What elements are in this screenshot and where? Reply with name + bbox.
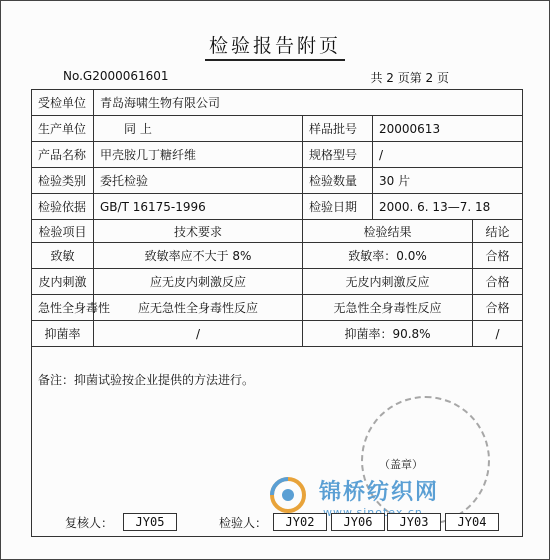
client-value: 青岛海啸生物有限公司 <box>94 90 523 116</box>
qty-label: 检验数量 <box>303 168 373 194</box>
reviewer-signature: JY05 <box>123 513 177 531</box>
result-row <box>32 295 523 321</box>
results-header-item: 检验项目 <box>32 220 94 243</box>
result-value: 无急性全身毒性反应 <box>303 295 473 321</box>
result-value: 抑菌率：90.8% <box>303 321 473 347</box>
result-conclusion: 合格 <box>473 243 523 269</box>
qty-value: 30 片 <box>373 168 523 194</box>
spec-value: / <box>373 142 523 168</box>
watermark-logo-icon <box>266 473 310 517</box>
date-value: 2000. 6. 13—7. 18 <box>373 194 523 220</box>
note-text: 备注：抑菌试验按企业提供的方法进行。 <box>38 373 255 387</box>
producer-label: 生产单位 <box>32 116 94 142</box>
reviewer-label: 复核人： <box>65 516 114 530</box>
results-header-row <box>32 220 523 243</box>
inspector-signature: JY06 <box>331 513 385 531</box>
basis-row <box>32 194 523 220</box>
results-header-conclusion: 结论 <box>473 220 523 243</box>
page-info: 共 2 页第 2 页 <box>370 71 449 85</box>
inspector-signature: JY04 <box>445 513 499 531</box>
date-label: 检验日期 <box>303 194 373 220</box>
result-row <box>32 243 523 269</box>
results-header-result: 检验结果 <box>303 220 473 243</box>
result-value: 致敏率：0.0% <box>303 243 473 269</box>
result-conclusion: 合格 <box>473 295 523 321</box>
result-requirement: 应无急性全身毒性反应 <box>94 295 303 321</box>
result-conclusion: 合格 <box>473 269 523 295</box>
type-row <box>32 168 523 194</box>
result-requirement: 应无皮内刺激反应 <box>94 269 303 295</box>
result-value: 无皮内刺激反应 <box>303 269 473 295</box>
result-row <box>32 321 523 347</box>
client-row <box>32 90 523 116</box>
result-requirement: 致敏率应不大于 8% <box>94 243 303 269</box>
result-conclusion: / <box>473 321 523 347</box>
result-item: 致敏 <box>32 243 94 269</box>
page-title <box>1 31 549 58</box>
product-value: 甲壳胺几丁糖纤维 <box>94 142 303 168</box>
spec-label: 规格型号 <box>303 142 373 168</box>
result-item: 急性全身毒性 <box>32 295 94 321</box>
report-number: No.G2000061601 <box>63 69 169 83</box>
type-value: 委托检验 <box>94 168 303 194</box>
batch-value: 20000613 <box>373 116 523 142</box>
results-header-requirement: 技术要求 <box>94 220 303 243</box>
result-item: 抑菌率 <box>32 321 94 347</box>
inspector-signature: JY03 <box>387 513 441 531</box>
producer-row <box>32 116 523 142</box>
inspector-label: 检验人： <box>219 516 268 530</box>
result-row <box>32 269 523 295</box>
inspector-signature: JY02 <box>273 513 327 531</box>
client-label: 受检单位 <box>32 90 94 116</box>
producer-value: 同 上 <box>94 116 303 142</box>
product-row <box>32 142 523 168</box>
result-requirement: / <box>94 321 303 347</box>
product-label: 产品名称 <box>32 142 94 168</box>
stamp-text: （盖章） <box>379 458 423 471</box>
result-item: 皮内刺激 <box>32 269 94 295</box>
basis-label: 检验依据 <box>32 194 94 220</box>
batch-label: 样品批号 <box>303 116 373 142</box>
title-text: 检验报告附页 <box>205 35 345 61</box>
type-label: 检验类别 <box>32 168 94 194</box>
watermark-name: 锦桥纺织网 <box>319 480 440 505</box>
basis-value: GB/T 16175-1996 <box>94 194 303 220</box>
